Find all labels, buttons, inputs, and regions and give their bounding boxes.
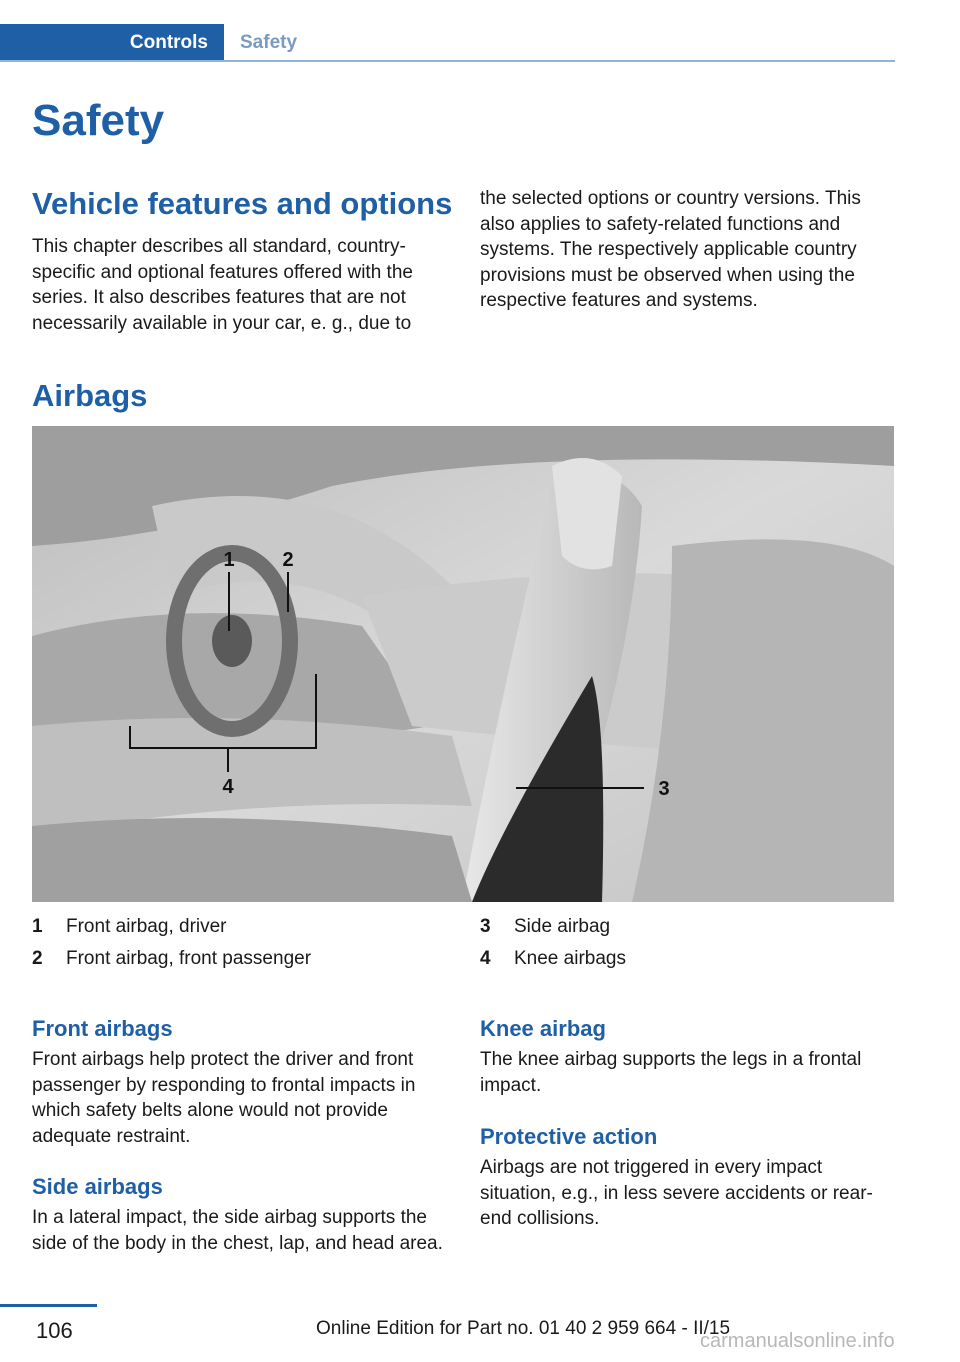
text-protective-action: Airbags are not triggered in every impact situation, e.g., in less severe accidents or rear-end collisions. <box>480 1157 873 1229</box>
legend-number: 4 <box>480 948 491 969</box>
watermark: carmanualsonline.info <box>700 1330 895 1352</box>
header-rule <box>0 60 895 62</box>
tab-safety[interactable]: Safety <box>240 32 298 53</box>
legend-label: Front airbag, driver <box>66 916 227 937</box>
section-heading-vehicle-features: Vehicle features and options <box>32 186 453 221</box>
callout-3: 3 <box>658 778 670 800</box>
text-side-airbags: In a lateral impact, the side airbag supports the side of the body in the chest, lap, and head area. <box>32 1207 443 1254</box>
heading-knee-airbag: Knee airbag <box>480 1016 606 1041</box>
page-title: Safety <box>32 96 165 145</box>
heading-protective-action: Protective action <box>480 1124 658 1149</box>
tab-controls[interactable]: Controls <box>0 24 224 62</box>
airbag-illustration <box>32 426 894 902</box>
text-front-airbags: Front airbags help protect the driver and front passenger by responding to frontal impacts in which safety belts alone would not provide adequate restraint. <box>32 1049 416 1147</box>
legend-number: 3 <box>480 916 491 937</box>
text-knee-airbag: The knee airbag supports the legs in a frontal impact. <box>480 1049 862 1096</box>
legend-label: Knee airbags <box>514 948 626 969</box>
edition-footer: Online Edition for Part no. 01 40 2 959 664 - II/15 <box>316 1318 731 1339</box>
header-bar <box>0 24 895 62</box>
heading-side-airbags: Side airbags <box>32 1174 163 1199</box>
page-number-rule <box>0 1304 97 1307</box>
legend-label: Front airbag, front passenger <box>66 948 312 969</box>
page-number: 106 <box>36 1318 73 1343</box>
legend-number: 2 <box>32 948 43 969</box>
heading-front-airbags: Front airbags <box>32 1016 173 1041</box>
intro-paragraph-right: the selected options or country versions. This also applies to safety-related functions and systems. The respectively applicable country provisions must be observed when using the respective features and systems. <box>480 188 861 311</box>
callout-2: 2 <box>282 549 294 571</box>
intro-paragraph-left: This chapter describes all standard, country-specific and optional features offered with the series. It also describes features that are not necessarily available in your car, e. g., due to <box>32 236 413 334</box>
callout-4: 4 <box>222 776 234 798</box>
callout-1: 1 <box>223 549 235 571</box>
legend-number: 1 <box>32 916 43 937</box>
legend-label: Side airbag <box>514 916 611 937</box>
car-interior-drawing <box>32 426 894 902</box>
section-heading-airbags: Airbags <box>32 378 148 413</box>
